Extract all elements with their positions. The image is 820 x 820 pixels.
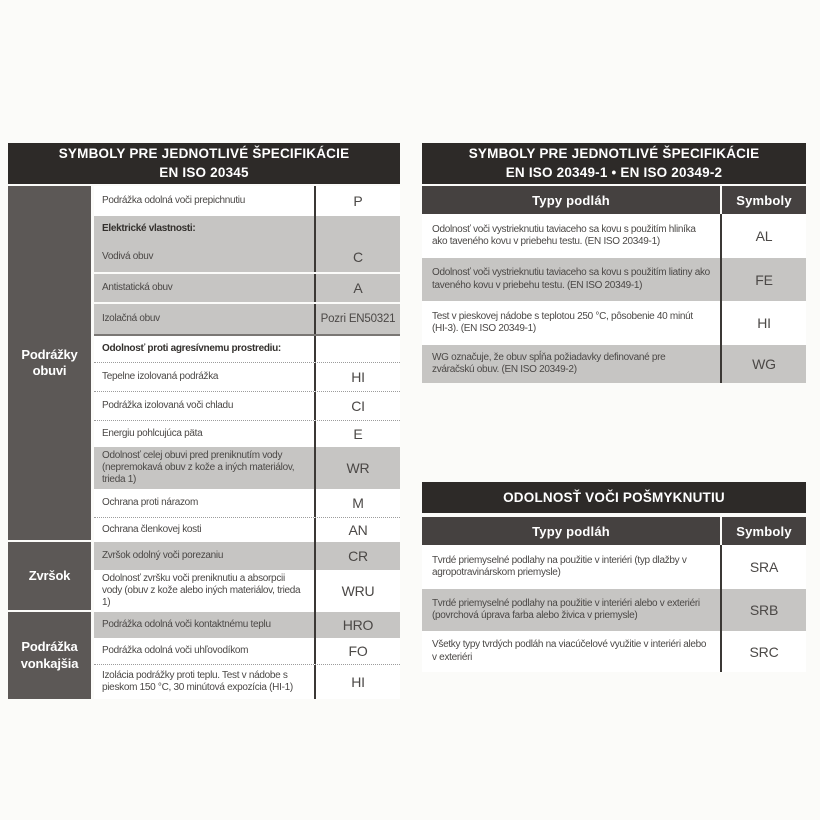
table-row	[94, 612, 400, 638]
row-symbol: CI	[314, 392, 400, 420]
table-row	[94, 302, 400, 334]
row-label: Podrážka odolná voči kontaktnému teplu	[102, 619, 271, 630]
row-symbol	[314, 216, 400, 242]
row-label: Antistatická obuv	[102, 282, 173, 293]
table-title-line1: SYMBOLY PRE JEDNOTLIVÉ ŠPECIFIKÁCIE	[468, 146, 760, 162]
table-title-line2: EN ISO 20349-1 • EN ISO 20349-2	[505, 164, 723, 180]
row-label: Odolnosť voči vystrieknutiu taviaceho sa kovu s použitím hliníka ako taveného kovu v priebehu testu. (EN ISO 20349-1)	[432, 223, 696, 247]
table-row	[94, 489, 400, 517]
category-cell: Podrážka vonkajšia	[8, 612, 91, 699]
group-rows	[94, 542, 400, 612]
row-label: Podrážka odolná voči uhľovodíkom	[102, 645, 249, 656]
row-symbol: SRB	[720, 589, 806, 631]
table-header	[422, 482, 806, 513]
table-row	[94, 186, 400, 216]
column-header-row	[422, 186, 806, 214]
column-header-floor-types: Typy podláh	[422, 517, 720, 545]
table-row	[422, 301, 806, 345]
row-label: WG označuje, že obuv spĺňa požiadavky definované pre zváračskú obuv. (EN ISO 20349-2)	[432, 351, 666, 375]
row-symbol: HI	[314, 363, 400, 391]
group-rows	[94, 612, 400, 699]
table-en-iso-20349	[422, 143, 806, 383]
table-row	[94, 570, 400, 612]
row-symbol: WR	[314, 447, 400, 489]
table-row	[94, 420, 400, 447]
table-row	[422, 631, 806, 672]
table-row	[94, 447, 400, 489]
table-row	[94, 272, 400, 302]
row-label: Podrážka odolná voči prepichnutiu	[102, 195, 245, 206]
row-symbol: WG	[720, 345, 806, 383]
row-label: Vodivá obuv	[102, 251, 154, 262]
table-row	[94, 664, 400, 699]
table-body	[8, 186, 400, 699]
row-symbol: HRO	[314, 612, 400, 638]
table-row	[422, 589, 806, 631]
table-en-iso-20345	[8, 143, 400, 699]
row-label: Odolnosť zvršku voči preniknutiu a absorpcii vody (obuv z kože alebo iných materiálov, trieda 1)	[102, 573, 301, 608]
table-header	[422, 143, 806, 184]
row-symbol	[314, 336, 400, 362]
row-label: Tepelne izolovaná podrážka	[102, 371, 219, 382]
row-symbol: WRU	[314, 570, 400, 612]
table-row	[94, 391, 400, 420]
row-label: Ochrana proti nárazom	[102, 497, 198, 508]
row-symbol: C	[314, 242, 400, 272]
row-symbol: CR	[314, 542, 400, 570]
row-symbol: A	[314, 274, 400, 302]
column-header-symbols: Symboly	[722, 186, 806, 214]
row-label: Ochrana členkovej kosti	[102, 524, 202, 535]
table-row	[422, 258, 806, 301]
row-label: Energiu pohlcujúca päta	[102, 428, 203, 439]
row-symbol: HI	[314, 665, 400, 699]
row-label: Zvršok odolný voči porezaniu	[102, 550, 224, 561]
table-slip-resistance	[422, 482, 806, 672]
table-row	[94, 517, 400, 542]
table-header	[8, 143, 400, 184]
row-label: Odolnosť celej obuvi pred preniknutím vody (nepremokavá obuv z kože a iných materiálov, trieda 1)	[102, 450, 295, 485]
row-label: Izolačná obuv	[102, 313, 160, 324]
row-label: Odolnosť proti agresívnemu prostrediu:	[102, 343, 281, 354]
row-symbol: FO	[314, 638, 400, 664]
column-header-symbols: Symboly	[722, 517, 806, 545]
row-symbol: AN	[314, 518, 400, 542]
table-row	[422, 545, 806, 589]
row-symbol: FE	[720, 258, 806, 301]
row-symbol: SRC	[720, 631, 806, 672]
table-row	[422, 345, 806, 383]
row-label: Elektrické vlastnosti:	[102, 223, 196, 234]
table-title-line2: EN ISO 20345	[159, 164, 249, 180]
row-symbol: SRA	[720, 545, 806, 589]
category-group-zvrsok	[8, 542, 400, 612]
column-header-floor-types: Typy podláh	[422, 186, 720, 214]
row-symbol: AL	[720, 214, 806, 258]
row-label: Tvrdé priemyselné podlahy na použitie v interiéri (typ dlažby v agropotravinárskom priemysle)	[432, 554, 687, 578]
row-symbol: M	[314, 489, 400, 517]
table-row	[422, 214, 806, 258]
row-label: Test v pieskovej nádobe s teplotou 250 °C, pôsobenie 40 minút (HI-3). (EN ISO 20349-1)	[432, 310, 693, 334]
category-group-podrazky-obuvi	[8, 186, 400, 542]
table-row	[94, 362, 400, 391]
row-label: Všetky typy tvrdých podláh na viacúčelové využitie v interiéri alebo v exteriéri	[432, 639, 707, 663]
table-row	[94, 542, 400, 570]
section-label-row	[94, 216, 400, 242]
row-label: Tvrdé priemyselné podlahy na použitie v interiéri alebo v exteriéri (povrchová úprava farba alebo živica v priemysle)	[432, 597, 700, 621]
table-title-line1: SYMBOLY PRE JEDNOTLIVÉ ŠPECIFIKÁCIE	[58, 146, 350, 162]
category-cell: Zvršok	[8, 542, 91, 610]
row-label: Podrážka izolovaná voči chladu	[102, 400, 234, 411]
category-cell: Podrážky obuvi	[8, 186, 91, 540]
table-row	[94, 242, 400, 272]
column-header-row	[422, 517, 806, 545]
table-title: ODOLNOSŤ VOČI POŠMYKNUTIU	[503, 490, 725, 505]
row-label: Odolnosť voči vystrieknutiu taviaceho sa kovu s použitím liatiny ako taveného kovu v priebehu testu. (EN ISO 20349-1)	[432, 267, 710, 291]
row-symbol: Pozri EN50321	[314, 304, 400, 334]
row-symbol: E	[314, 421, 400, 447]
row-symbol: P	[314, 186, 400, 216]
group-rows	[94, 186, 400, 542]
row-label: Izolácia podrážky proti teplu. Test v nádobe s pieskom 150 °C, 30 minútová expozícia (HI-1)	[102, 670, 293, 693]
section-label-row	[94, 334, 400, 362]
table-row	[94, 638, 400, 664]
row-symbol: HI	[720, 301, 806, 345]
category-group-podrazka-vonkajsia	[8, 612, 400, 699]
